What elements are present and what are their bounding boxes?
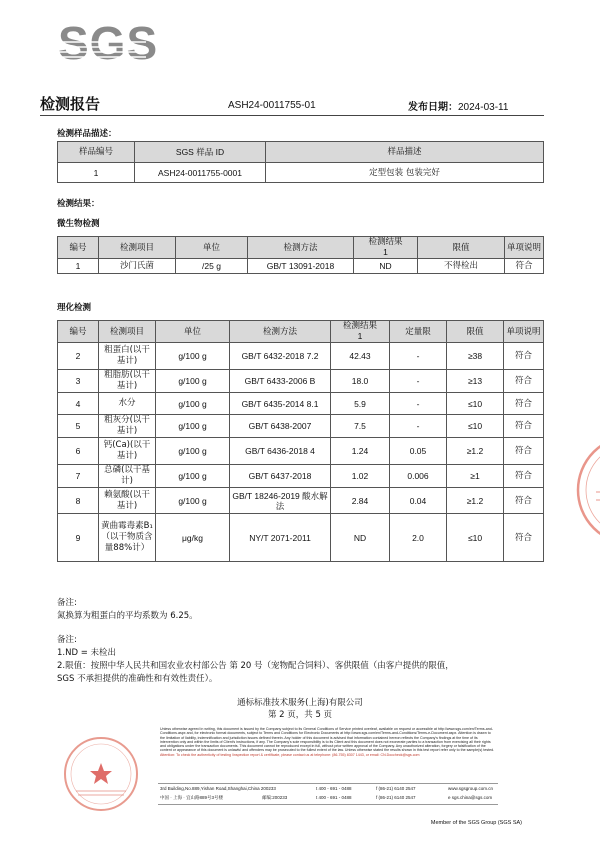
table-row xyxy=(58,465,544,488)
cell-verdict: 符合 xyxy=(504,370,544,393)
remark-2 xyxy=(57,634,552,686)
cell-unit: g/100 g xyxy=(156,488,230,514)
cell: 1 xyxy=(58,163,135,183)
cell-no: 8 xyxy=(58,488,99,514)
col-header: 检测方法 xyxy=(248,237,354,259)
col-header xyxy=(354,237,418,259)
cell-method: GB/T 6432-2018 7.2 xyxy=(230,343,331,370)
cell-verdict: 符合 xyxy=(504,343,544,370)
cell-method: GB/T 6435-2014 8.1 xyxy=(230,393,331,415)
cell-verdict: 符合 xyxy=(504,393,544,415)
cell-limit: ≥1 xyxy=(447,465,504,488)
col-header: 编号 xyxy=(58,321,99,343)
cell-loq: 0.006 xyxy=(390,465,447,488)
micro-table xyxy=(57,236,544,274)
address-divider xyxy=(158,783,498,784)
sample-table xyxy=(57,141,544,183)
cell-verdict: 符合 xyxy=(504,488,544,514)
address-en: 3rd Building,No.889,Yishan Road,Shanghai,China 200233 xyxy=(160,786,276,791)
cell-unit: g/100 g xyxy=(156,415,230,438)
zip-label: 邮编: xyxy=(262,795,273,800)
sgs-logo: SGS xyxy=(58,17,159,69)
col-header: 编号 xyxy=(58,237,99,259)
table-row xyxy=(58,393,544,415)
cell-method: NY/T 2071-2011 xyxy=(230,514,331,562)
remark-label: 备注: xyxy=(57,598,77,608)
remark-line: 2.限值：按照中华人民共和国农业农村部公告 第 20 号（宠物配合饲料）、客供限值（由客户提供的限值， xyxy=(57,661,454,671)
address-cn-zip xyxy=(262,795,287,801)
cell-no: 6 xyxy=(58,438,99,465)
issue-date xyxy=(408,98,508,113)
table-row xyxy=(58,488,544,514)
cell-item: 水分 xyxy=(99,393,156,415)
cell: ND xyxy=(354,259,418,274)
cell-verdict: 符合 xyxy=(504,465,544,488)
cell-item: 赖氨酸(以干基计) xyxy=(99,488,156,514)
cell-method: GB/T 18246-2019 酸水解法 xyxy=(230,488,331,514)
chem-heading: 理化检测 xyxy=(57,303,92,313)
cell-loq: 0.05 xyxy=(390,438,447,465)
cell-method: GB/T 6436-2018 4 xyxy=(230,438,331,465)
result-footnote: 1 xyxy=(383,247,388,257)
authenticity-notice: Attention: To check the authenticity of testing /inspection report & certificate, please contact us at telephone: (86-755) 8307 1443, or email: CN.Doccheck@sgs.com xyxy=(160,752,420,757)
cell-no: 9 xyxy=(58,514,99,562)
address-divider xyxy=(158,804,498,805)
cell: 1 xyxy=(58,259,99,274)
cell-loq: - xyxy=(390,370,447,393)
cell-loq: 2.0 xyxy=(390,514,447,562)
zip-value: 200233 xyxy=(272,795,288,800)
cell-no: 4 xyxy=(58,393,99,415)
cell: 定型包装 包装完好 xyxy=(266,163,544,183)
cell-item: 总磷(以干基计) xyxy=(99,465,156,488)
page-title: 检测报告 xyxy=(40,95,101,113)
report-number: ASH24-0011755-01 xyxy=(228,100,316,111)
cell-verdict: 符合 xyxy=(504,415,544,438)
cell-item: 黄曲霉毒素B₁（以干物质含量88%计） xyxy=(99,514,156,562)
remark-line: 1.ND = 未检出 xyxy=(57,648,117,658)
col-header: 定量限 xyxy=(390,321,447,343)
cell-loq: - xyxy=(390,393,447,415)
cell-result: 5.9 xyxy=(331,393,390,415)
col-header: SGS 样品 ID xyxy=(135,142,266,163)
address-en-web: www.sgsgroup.com.cn xyxy=(448,786,494,791)
col-header: 单项说明 xyxy=(505,237,544,259)
cell-result: 42.43 xyxy=(331,343,390,370)
micro-heading: 微生物检测 xyxy=(57,219,100,229)
result-footnote: 1 xyxy=(357,331,363,341)
side-seal xyxy=(572,430,600,550)
cell-limit: ≥38 xyxy=(447,343,504,370)
result-label: 检测结果 xyxy=(342,321,377,331)
col-header: 单位 xyxy=(156,321,230,343)
cell-limit: ≥1.2 xyxy=(447,438,504,465)
cell-verdict: 符合 xyxy=(504,514,544,562)
member-line: Member of the SGS Group (SGS SA) xyxy=(430,820,522,826)
cell-limit: ≥13 xyxy=(447,370,504,393)
col-header: 检测方法 xyxy=(230,321,331,343)
cell-method: GB/T 6433-2006 B xyxy=(230,370,331,393)
cell-limit: ≥1.2 xyxy=(447,488,504,514)
table-row xyxy=(58,415,544,438)
header-divider xyxy=(40,115,544,116)
cell-unit: g/100 g xyxy=(156,438,230,465)
cell-loq: - xyxy=(390,415,447,438)
address-cn: 中国 · 上海 · 宜山路889号3号楼 xyxy=(160,795,224,800)
cell-no: 3 xyxy=(58,370,99,393)
address-cn-tel: t 400 - 691 - 0488 xyxy=(316,795,352,800)
col-header: 单项说明 xyxy=(504,321,544,343)
cell-result: 7.5 xyxy=(331,415,390,438)
terms-text: Unless otherwise agreed in writing, this document is issued by the Company subject to its General Conditions of Service printed overleaf, available on request or accessible at http://www.sgs.com/en/Terms-and-Conditions.aspx and, for electronic format documents, subject to Terms and Conditions for Electronic Documents at http://www.sgs.com/en/Terms-and-Conditions/Terms-e-Document.aspx. Attention is drawn to the limitation of liability, indemnification and jurisdiction issues defined therein. Any holder of this document is advised that information contained hereon reflects the Company's findings at the time of its intervention only and within the limits of Client's instructions, if any. The Company's sole responsibility is to its Client and this document does not exonerate parties to a transaction from exercising all their rights and obligations under the transaction documents. This document cannot be reproduced except in full, without prior written approval of the Company. Any unauthorized alteration, forgery or falsification of the content or appearance of this document is unlawful and offenders may be prosecuted to the fullest extent of the law. Unless otherwise stated the results shown in this test report refer only to the sample(s) tested. xyxy=(160,727,495,753)
company-name: 通标标准技术服务(上海)有限公司 xyxy=(237,698,363,708)
col-header: 限值 xyxy=(418,237,505,259)
col-header: 单位 xyxy=(176,237,248,259)
cell: 不得检出 xyxy=(418,259,505,274)
col-header: 检测项目 xyxy=(99,321,156,343)
cell-item: 粗蛋白(以干基计) xyxy=(99,343,156,370)
cell-item: 粗脂肪(以干基计) xyxy=(99,370,156,393)
cell: 符合 xyxy=(505,259,544,274)
col-header: 样品编号 xyxy=(58,142,135,163)
cell-result: 1.24 xyxy=(331,438,390,465)
cell-verdict: 符合 xyxy=(504,438,544,465)
cell-limit: ≤10 xyxy=(447,415,504,438)
table-row xyxy=(58,370,544,393)
cell-loq: 0.04 xyxy=(390,488,447,514)
sample-heading: 检测样品描述： xyxy=(57,129,117,139)
issue-label: 发布日期： xyxy=(408,102,458,113)
cell: GB/T 13091-2018 xyxy=(248,259,354,274)
col-header: 限值 xyxy=(447,321,504,343)
cell-no: 2 xyxy=(58,343,99,370)
terms-fineprint xyxy=(160,727,496,757)
cell-result: ND xyxy=(331,514,390,562)
remark-text: 氮换算为粗蛋白的平均系数为 6.25。 xyxy=(57,611,198,621)
logo-stripes xyxy=(58,38,146,68)
address-cn-fax: f (86-21) 6140 2547 xyxy=(376,795,416,800)
table-row xyxy=(58,259,544,274)
results-heading: 检测结果： xyxy=(57,199,100,209)
cell: ASH24-0011755-0001 xyxy=(135,163,266,183)
cell-item: 粗灰分(以干基计) xyxy=(99,415,156,438)
result-label: 检测结果 xyxy=(368,237,403,247)
address-en-fax: f (86-21) 6140 2547 xyxy=(376,786,416,791)
cell: 沙门氏菌 xyxy=(99,259,176,274)
cell-result: 2.84 xyxy=(331,488,390,514)
issue-date-value: 2024-03-11 xyxy=(458,102,509,113)
table-row xyxy=(58,438,544,465)
cell-no: 7 xyxy=(58,465,99,488)
remark-line: SGS 不承担提供的准确性和有效性责任）。 xyxy=(57,674,218,684)
remark-1 xyxy=(57,597,198,623)
table-row xyxy=(58,514,544,562)
star-icon xyxy=(90,763,112,784)
cell-unit: g/100 g xyxy=(156,393,230,415)
table-row xyxy=(58,163,544,183)
col-header xyxy=(331,321,390,343)
chem-table xyxy=(57,320,544,562)
address-en-tel: t 400 - 691 - 0488 xyxy=(316,786,352,791)
cell-unit: μg/kg xyxy=(156,514,230,562)
cell-result: 18.0 xyxy=(331,370,390,393)
col-header: 检测项目 xyxy=(99,237,176,259)
remark-label: 备注: xyxy=(57,635,77,645)
cell-limit: ≤10 xyxy=(447,393,504,415)
cell-unit: g/100 g xyxy=(156,465,230,488)
address-cn-email: e sgs.china@sgs.com xyxy=(448,795,493,800)
cell-no: 5 xyxy=(58,415,99,438)
cell-loq: - xyxy=(390,343,447,370)
cell-method: GB/T 6437-2018 xyxy=(230,465,331,488)
cell-method: GB/T 6438-2007 xyxy=(230,415,331,438)
cell-unit: g/100 g xyxy=(156,370,230,393)
cell-result: 1.02 xyxy=(331,465,390,488)
cell: /25 g xyxy=(176,259,248,274)
company-seal xyxy=(62,735,140,813)
cell-unit: g/100 g xyxy=(156,343,230,370)
table-row xyxy=(58,343,544,370)
cell-item: 钙(Ca)(以干基计) xyxy=(99,438,156,465)
cell-limit: ≤10 xyxy=(447,514,504,562)
page-number: 第 2 页，共 5 页 xyxy=(267,710,333,720)
col-header: 样品描述 xyxy=(266,142,544,163)
